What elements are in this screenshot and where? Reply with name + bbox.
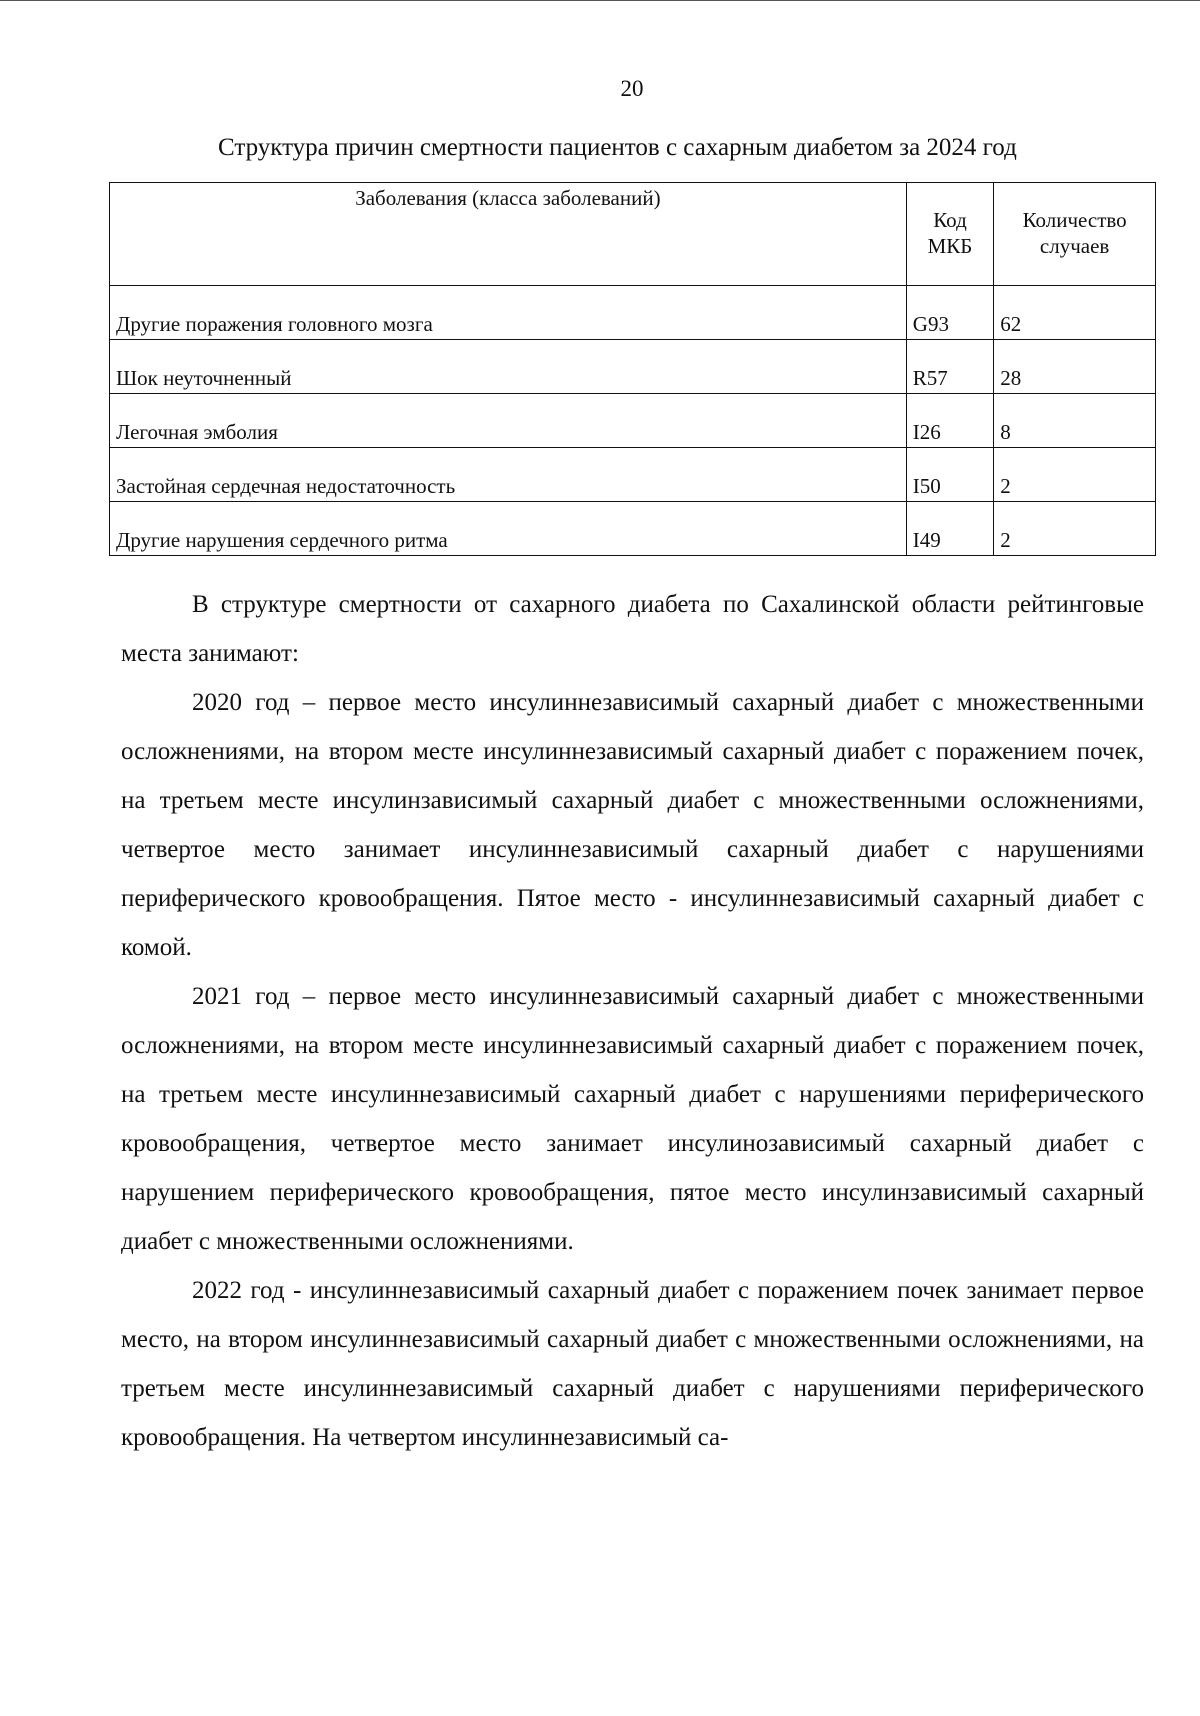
death-causes-table [109, 182, 1156, 556]
cell-code: R57 [906, 340, 993, 394]
table-row [110, 394, 1156, 448]
header-disease: Заболевания (класса заболеваний) [110, 183, 907, 286]
cell-disease: Застойная сердечная недостаточность [110, 448, 907, 502]
paragraph-2020: 2020 год – первое место инсулиннезависимый сахарный диабет с множественными осложнениями, на втором месте инсулиннезависимый сахарный диабет с поражением почек, на третьем месте инсулинзависимый сахарный диабет с множественными осложнениями, четвертое место занимает инсулиннезависимый сахарный диабет с нарушениями периферического кровообращения. Пятое место - инсулиннезависимый сахарный диабет с комой. [121, 689, 1144, 961]
table-row [110, 340, 1156, 394]
paragraph-2021: 2021 год – первое место инсулиннезависимый сахарный диабет с множественными осложнениями, на втором месте инсулиннезависимый сахарный диабет с поражением почек, на третьем месте инсулиннезависимый сахарный диабет с нарушениями периферического кровообращения, четвертое место занимает инсулинозависимый сахарный диабет с нарушением периферического кровообращения, пятое место инсулинзависимый сахарный диабет с множественными осложнениями. [121, 983, 1144, 1255]
paragraph-intro: В структуре смертности от сахарного диабета по Сахалинской области рейтинговые места занимают: [121, 591, 1144, 667]
table-row [110, 448, 1156, 502]
cell-disease: Шок неуточненный [110, 340, 907, 394]
table-header-row [110, 183, 1156, 286]
cell-disease: Другие нарушения сердечного ритма [110, 502, 907, 556]
cell-disease: Легочная эмболия [110, 394, 907, 448]
cell-code: I26 [906, 394, 993, 448]
paragraph-2022: 2022 год - инсулиннезависимый сахарный диабет с поражением почек занимает первое место, на втором инсулиннезависимый сахарный диабет с множественными осложнениями, на третьем месте инсулиннезависимый сахарный диабет с нарушениями периферического кровообращения. На четвертом инсулиннезависимый са- [121, 1277, 1144, 1451]
page-number: 20 [620, 76, 644, 101]
cell-count: 2 [994, 502, 1156, 556]
cell-disease: Другие поражения головного мозга [110, 286, 907, 340]
header-count: Количество случаев [994, 183, 1156, 286]
cell-count: 2 [994, 448, 1156, 502]
body-text [121, 580, 1144, 1462]
cell-count: 62 [994, 286, 1156, 340]
header-code: Код МКБ [906, 183, 993, 286]
table-row [110, 502, 1156, 556]
cell-code: G93 [906, 286, 993, 340]
table-row [110, 286, 1156, 340]
cell-count: 28 [994, 340, 1156, 394]
table-caption: Структура причин смертности пациентов с сахарным диабетом за 2024 год [218, 134, 1017, 161]
cell-count: 8 [994, 394, 1156, 448]
cell-code: I50 [906, 448, 993, 502]
cell-code: I49 [906, 502, 993, 556]
top-rule [0, 0, 1200, 1]
